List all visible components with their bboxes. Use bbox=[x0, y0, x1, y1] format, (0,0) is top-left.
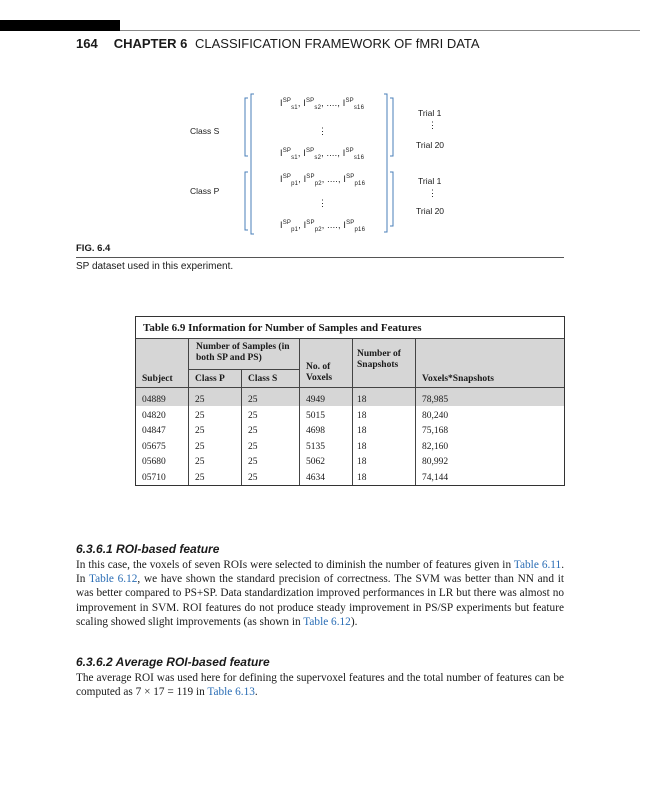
table-cell: 25 bbox=[248, 395, 258, 405]
table-cell: 18 bbox=[357, 426, 367, 436]
group-header: Number of Samples (in both SP and PS) bbox=[196, 342, 290, 363]
table-cell: 25 bbox=[248, 441, 258, 452]
table-cell: 4949 bbox=[306, 395, 325, 405]
table-cell: 5135 bbox=[306, 441, 325, 452]
vdots-p: ⋮ bbox=[318, 198, 327, 208]
table-cell: 5015 bbox=[306, 410, 325, 421]
header-bar bbox=[0, 20, 120, 31]
vdots-s: ⋮ bbox=[318, 126, 327, 136]
figure-rule bbox=[76, 257, 564, 258]
table-cell: 25 bbox=[248, 426, 258, 436]
table-cell: 05680 bbox=[142, 457, 166, 467]
col-voxels: No. of Voxels bbox=[306, 362, 333, 383]
table-6-12-link[interactable]: Table 6.12 bbox=[88, 573, 138, 586]
table-cell: 18 bbox=[357, 410, 367, 421]
samples-features-table bbox=[135, 316, 565, 486]
s-sequence-bottom: $I^{SP}_{s1}$, $I^{SP}_{s2}$, ...., $I^{SP}_{s16}$ bbox=[280, 148, 365, 161]
group-rule bbox=[189, 369, 299, 370]
trial-vdots-p: ⋮ bbox=[428, 188, 437, 198]
col-class-p: Class P bbox=[195, 374, 225, 384]
table-cell: 25 bbox=[248, 472, 258, 483]
section-6-3-6-2-text: The average ROI was used here for defining the supervoxel features and the total number of features can be computed as 7 × 17 = 119 in Table 6.13. bbox=[76, 672, 564, 699]
section-6-3-6-1-title: 6.3.6.1 ROI-based feature bbox=[76, 542, 220, 556]
trial-20-s: Trial 20 bbox=[416, 140, 445, 150]
table-cell: 80,240 bbox=[422, 410, 449, 421]
chapter-title: CLASSIFICATION FRAMEWORK OF fMRI DATA bbox=[195, 36, 480, 51]
class-s-label: Class S bbox=[190, 126, 220, 136]
table-cell: 4698 bbox=[306, 426, 325, 436]
table-cell: 25 bbox=[195, 441, 205, 452]
header-bottom-rule bbox=[136, 387, 564, 388]
section-6-3-6-1-text: In this case, the voxels of seven ROIs were selected to diminish the number of features given in Table 6.11. In Table 6.12, we have shown the standard precision of correctness. The SVM was better than NN and it was better compared to PS+SP. Data standardization improved performances in LR but there was almost no improvement in SVM. ROI features do not produce steady improvement in PS/SP experiments but feature scaling showed slight improvements (as shown in Table 6.12). bbox=[76, 559, 565, 628]
page-number: 164 bbox=[76, 36, 98, 51]
class-p-label: Class P bbox=[190, 186, 220, 196]
table-cell: 4634 bbox=[306, 472, 325, 483]
trial-vdots-s: ⋮ bbox=[428, 120, 437, 130]
table-cell: 18 bbox=[357, 441, 367, 452]
trial-1-p: Trial 1 bbox=[418, 176, 442, 186]
trial-20-p: Trial 20 bbox=[416, 206, 445, 216]
table-cell: 25 bbox=[195, 426, 205, 436]
table-cell: 18 bbox=[357, 395, 367, 405]
table-6-12-link-2[interactable]: Table 6.12 bbox=[303, 615, 351, 628]
table-cell: 74,144 bbox=[422, 472, 449, 483]
section-6-3-6-2-title: 6.3.6.2 Average ROI-based feature bbox=[76, 655, 270, 669]
table-cell: 25 bbox=[248, 457, 258, 467]
chapter-label: CHAPTER 6 bbox=[113, 36, 188, 51]
sp-dataset-figure bbox=[170, 92, 470, 242]
col-class-s: Class S bbox=[248, 374, 278, 384]
col-snapshots: Number of Snapshots bbox=[357, 349, 401, 370]
table-cell: 25 bbox=[195, 395, 205, 405]
table-cell: 05675 bbox=[142, 441, 166, 452]
table-cell: 05710 bbox=[142, 472, 166, 483]
figure-label: FIG. 6.4 bbox=[76, 243, 111, 254]
table-cell: 25 bbox=[195, 410, 205, 421]
col-product: Voxels*Snapshots bbox=[422, 374, 494, 384]
header-rule bbox=[120, 30, 640, 31]
table-cell: 80,992 bbox=[422, 457, 449, 467]
table-cell: 04889 bbox=[142, 395, 166, 405]
table-cell: 75,168 bbox=[422, 426, 449, 436]
table-cell: 25 bbox=[248, 410, 258, 421]
p-sequence-top: $I^{SP}_{p1}$, $I^{SP}_{p2}$, ...., $I^{SP}_{p16}$ bbox=[280, 174, 366, 187]
table-cell: 5062 bbox=[306, 457, 325, 467]
col-subject: Subject bbox=[142, 374, 173, 384]
table-cell: 25 bbox=[195, 472, 205, 483]
p-sequence-bottom: $I^{SP}_{p1}$, $I^{SP}_{p2}$, ...., $I^{SP}_{p16}$ bbox=[280, 220, 366, 233]
table-cell: 78,985 bbox=[422, 395, 449, 405]
table-title: Table 6.9 Information for Number of Samples and Features bbox=[143, 322, 422, 334]
table-6-11-link[interactable]: Table 6.11 bbox=[513, 559, 562, 571]
trial-1-s: Trial 1 bbox=[418, 108, 442, 118]
table-cell: 04820 bbox=[142, 410, 166, 421]
figure-caption: SP dataset used in this experiment. bbox=[76, 261, 234, 272]
table-6-13-link[interactable]: Table 6.13 bbox=[207, 686, 255, 699]
table-cell: 25 bbox=[195, 457, 205, 467]
table-cell: 18 bbox=[357, 472, 367, 483]
page-header bbox=[76, 36, 480, 51]
table-cell: 18 bbox=[357, 457, 367, 467]
table-cell: 04847 bbox=[142, 426, 166, 436]
s-sequence-top: $I^{SP}_{s1}$, $I^{SP}_{s2}$, ...., $I^{SP}_{s16}$ bbox=[280, 98, 365, 111]
table-cell: 82,160 bbox=[422, 441, 449, 452]
